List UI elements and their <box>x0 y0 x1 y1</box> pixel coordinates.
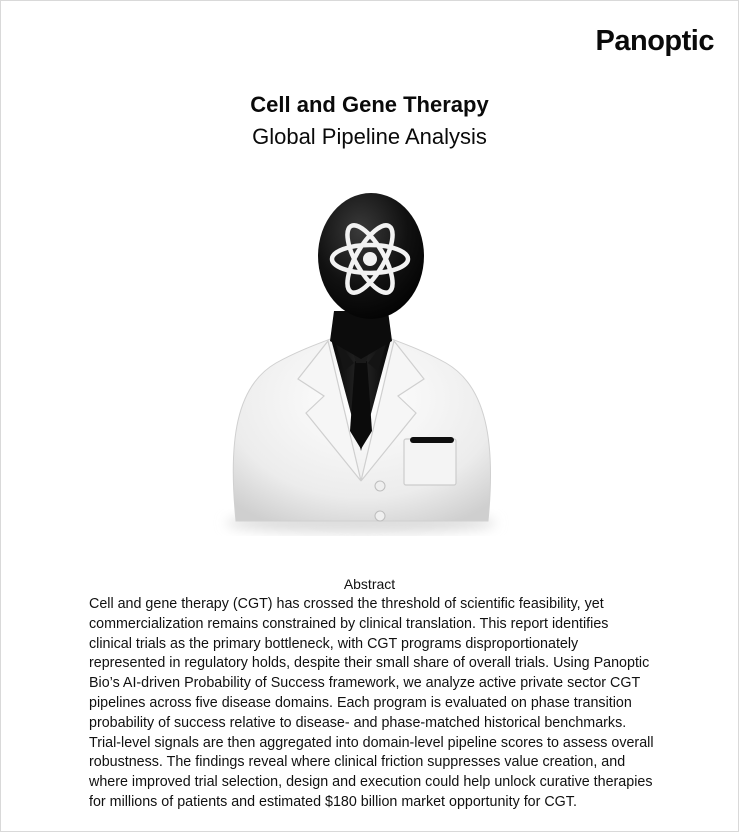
abstract-body: Cell and gene therapy (CGT) has crossed the threshold of scientific feasibility, yet commercialization remains constrained by clinical translation. This report identifies clinical trials as the primary bottleneck, with CGT programs disproportionately represented in regulatory holds, despite their small share of overall trials. Using Panoptic Bio’s AI-driven Probability of Success framework, we analyze active private sector CGT pipelines across five disease domains. Each program is evaluated on phase transition probability of success relative to disease- and phase-matched historical benchmarks. Trial-level signals are then aggregated into domain-level pipeline scores to assess overall robustness. The findings reveal where clinical friction suppresses value creation, and where improved trial selection, design and execution could help unlock curative therapies for millions of patients and estimated $180 billion market opportunity for CGT. <box>89 596 654 810</box>
scientist-atom-icon <box>206 191 516 536</box>
report-subtitle: Global Pipeline Analysis <box>252 124 487 149</box>
title-block <box>1 89 738 153</box>
abstract-heading: Abstract <box>343 576 396 592</box>
brand-logo: Panoptic <box>595 25 714 57</box>
report-title: Cell and Gene Therapy <box>250 92 489 117</box>
